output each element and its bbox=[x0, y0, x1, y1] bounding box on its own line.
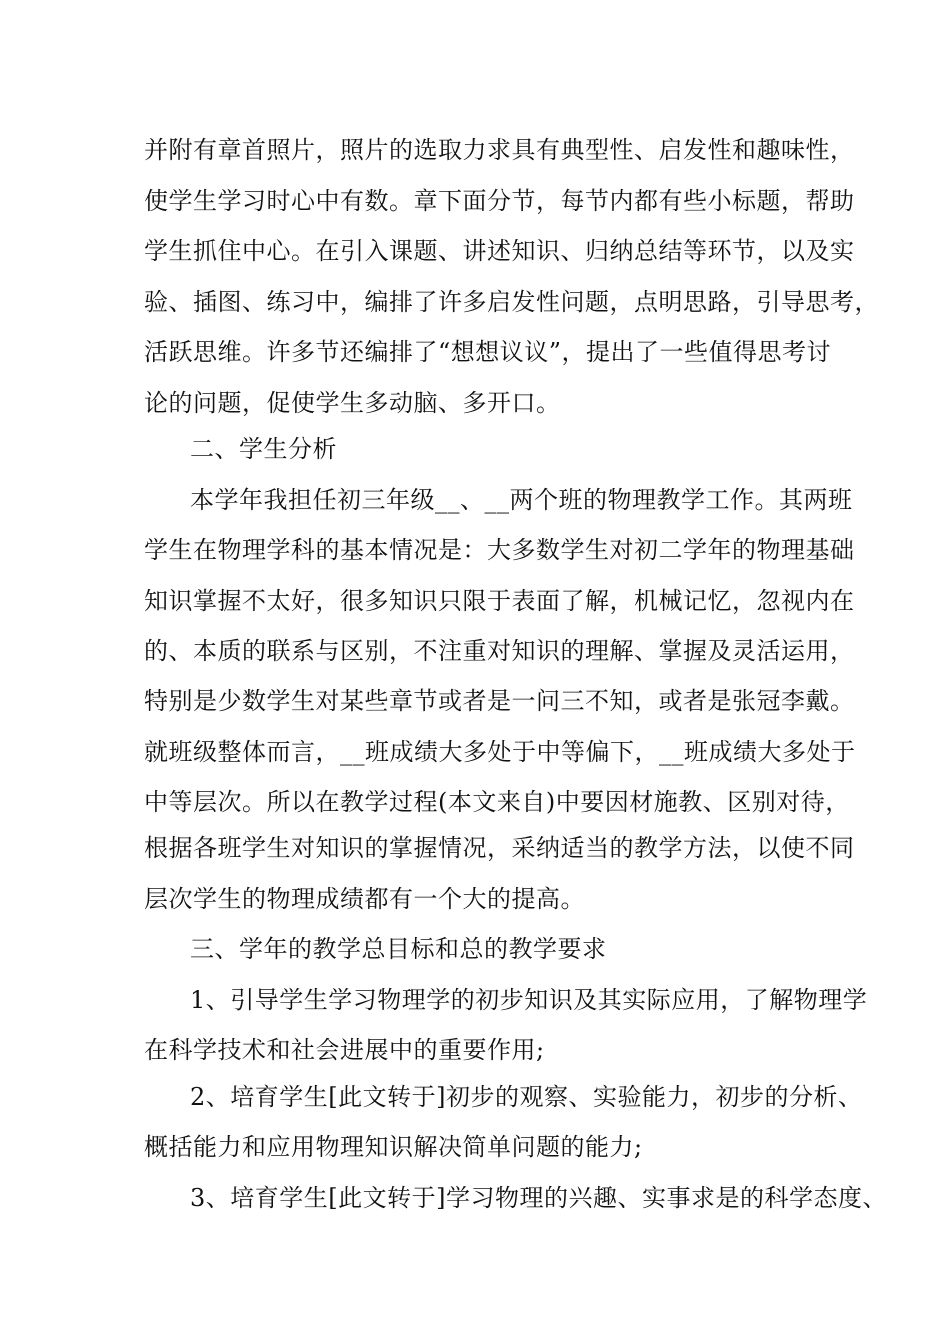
list-item-line: 2、培育学生[此文转于]初步的观察、实验能力，初步的分析、 bbox=[190, 1083, 863, 1111]
paragraph-line: 活跃思维。许多节还编排了“想想议议”，提出了一些值得思考讨 bbox=[144, 338, 832, 366]
paragraph-line: 的、本质的联系与区别，不注重对知识的理解、掌握及灵活运用， bbox=[144, 637, 855, 665]
paragraph-line: 本学年我担任初三年级__、__两个班的物理教学工作。其两班 bbox=[190, 486, 853, 514]
paragraph-line: 知识掌握不太好，很多知识只限于表面了解，机械记忆，忽视内在 bbox=[144, 587, 855, 615]
section-heading-teaching-goals: 三、学年的教学总目标和总的教学要求 bbox=[190, 935, 607, 963]
paragraph-line: 层次学生的物理成绩都有一个大的提高。 bbox=[144, 885, 585, 913]
paragraph-line: 就班级整体而言，__班成绩大多处于中等偏下，__班成绩大多处于 bbox=[144, 738, 856, 766]
section-heading-student-analysis: 二、学生分析 bbox=[190, 435, 337, 463]
list-item-line: 1、引导学生学习物理学的初步知识及其实际应用，了解物理学 bbox=[190, 986, 868, 1014]
list-item-line: 在科学技术和社会进展中的重要作用; bbox=[144, 1036, 545, 1064]
paragraph-line: 论的问题，促使学生多动脑、多开口。 bbox=[144, 389, 561, 417]
paragraph-line: 并附有章首照片，照片的选取力求具有典型性、启发性和趣味性， bbox=[144, 136, 855, 164]
paragraph-line: 学生抓住中心。在引入课题、讲述知识、归纳总结等环节，以及实 bbox=[144, 237, 855, 265]
paragraph-line: 使学生学习时心中有数。章下面分节，每节内都有些小标题，帮助 bbox=[144, 187, 855, 215]
list-item-line: 概括能力和应用物理知识解决简单问题的能力; bbox=[144, 1133, 643, 1161]
paragraph-line: 验、插图、练习中，编排了许多启发性问题，点明思路，引导思考， bbox=[144, 288, 879, 316]
paragraph-line: 学生在物理学科的基本情况是：大多数学生对初二学年的物理基础 bbox=[144, 536, 855, 564]
list-item-line: 3、培育学生[此文转于]学习物理的兴趣、实事求是的科学态度、 bbox=[190, 1184, 887, 1212]
paragraph-line: 根据各班学生对知识的掌握情况，采纳适当的教学方法，以使不同 bbox=[144, 834, 855, 862]
paragraph-line: 特别是少数学生对某些章节或者是一问三不知，或者是张冠李戴。 bbox=[144, 687, 855, 715]
paragraph-line: 中等层次。所以在教学过程(本文来自)中要因材施教、区别对待， bbox=[144, 788, 850, 816]
